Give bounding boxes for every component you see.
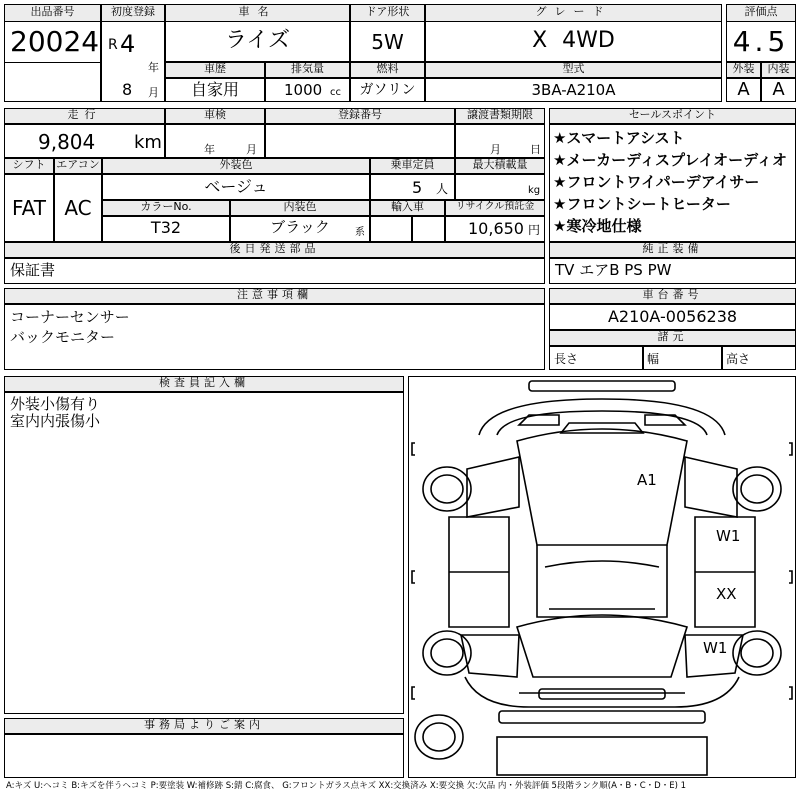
mileage: 9,804 xyxy=(38,130,96,154)
car-name: ライズ xyxy=(224,28,291,53)
genuine-equipment-header: 純正装備 xyxy=(549,242,796,258)
interior-header: 内装 xyxy=(761,62,796,78)
sales-point-4: ★フロントシートヒーター xyxy=(553,195,731,213)
era: R xyxy=(108,37,118,53)
sales-point-3: ★フロントワイパーデアイサー xyxy=(553,173,760,191)
spec-width-label: 幅 xyxy=(647,352,660,366)
damage-mark-a1: A1 xyxy=(637,471,657,489)
shift: FAT xyxy=(11,196,46,220)
interior-color: ブラック xyxy=(270,218,330,236)
import-cell-b xyxy=(412,216,445,242)
exterior-header: 外装 xyxy=(726,62,761,78)
note-line-2: バックモニター xyxy=(10,328,116,346)
year-unit: 年 xyxy=(148,61,159,74)
max-load-header: 最大積載量 xyxy=(455,158,545,174)
interior-color-unit: 系 xyxy=(355,227,365,238)
sales-point-2: ★メーカーディスプレイオーディオ xyxy=(553,151,787,169)
max-load-unit: kg xyxy=(528,185,541,196)
chassis-number: A210A-0056238 xyxy=(607,307,738,326)
color-number: T32 xyxy=(150,218,182,237)
office-notice-cell xyxy=(4,734,404,778)
sales-point-5: ★寒冷地仕様 xyxy=(553,217,642,235)
inspection-header: 車検 xyxy=(165,108,265,124)
inspection-year-unit: 年 xyxy=(204,143,215,156)
office-notice-header: 事務局よりご案内 xyxy=(4,718,404,734)
interior-grade: A xyxy=(772,79,785,100)
transfer-deadline-header: 譲渡書類期限 xyxy=(455,108,545,124)
specs-header: 諸元 xyxy=(549,330,796,346)
recycle-header: リサイクル預託金 xyxy=(445,200,545,216)
import-header: 輸入車 xyxy=(370,200,445,216)
exterior-color: ベージュ xyxy=(204,177,268,196)
displacement-header: 排気量 xyxy=(265,62,350,78)
notes-header: 注意事項欄 xyxy=(4,288,545,304)
score-header: 評価点 xyxy=(726,4,796,22)
seats-unit: 人 xyxy=(436,182,449,196)
history-header: 車歴 xyxy=(165,62,265,78)
registration-month: 8 xyxy=(122,80,133,99)
grade: X 4WD xyxy=(532,28,615,53)
spec-height-label: 高さ xyxy=(726,352,751,366)
registration-number-cell xyxy=(265,124,455,158)
door-header: ドア形状 xyxy=(350,4,425,22)
mileage-unit: km xyxy=(134,132,162,153)
registration-year: 4 xyxy=(120,30,136,58)
damage-mark-w1-rear: W1 xyxy=(703,639,728,657)
recycle-unit: 円 xyxy=(528,223,541,237)
seats-header: 乗車定員 xyxy=(370,158,455,174)
spec-length-label: 長さ xyxy=(554,352,579,366)
ac: AC xyxy=(64,196,92,220)
fuel: ガソリン xyxy=(359,82,416,98)
inspector-cell xyxy=(4,392,404,714)
car-diagram xyxy=(408,376,796,778)
ac-header: エアコン xyxy=(54,158,102,174)
sales-point-1: ★スマートアシスト xyxy=(553,129,685,147)
car-body-diagram xyxy=(409,377,795,777)
inspector-header: 検査員記入欄 xyxy=(4,376,404,392)
door-type: 5W xyxy=(371,30,404,54)
transfer-day-unit: 日 xyxy=(530,143,541,156)
registration-number-header: 登録番号 xyxy=(265,108,455,124)
displacement: 1000 xyxy=(284,81,323,99)
inspector-line-1: 外装小傷有り xyxy=(10,395,101,413)
color-number-header: カラーNo. xyxy=(102,200,230,216)
month-unit: 月 xyxy=(148,86,159,99)
import-cell-a xyxy=(370,216,412,242)
interior-color-header: 内装色 xyxy=(230,200,370,216)
recycle-fee: 10,650 xyxy=(468,219,524,238)
shift-header: シフト xyxy=(4,158,54,174)
lot-number-divider xyxy=(4,62,101,63)
genuine-equipment: TV エアB PS PW xyxy=(555,261,672,279)
displacement-unit: cc xyxy=(330,87,341,98)
fuel-header: 燃料 xyxy=(350,62,425,78)
mileage-header: 走行 xyxy=(4,108,165,124)
first-registration-header: 初度登録 xyxy=(101,4,165,22)
lot-number: 20024 xyxy=(10,25,100,58)
damage-mark-w1-front: W1 xyxy=(716,527,741,545)
model-header: 型式 xyxy=(425,62,722,78)
inspection-month-unit: 月 xyxy=(246,143,257,156)
transfer-month-unit: 月 xyxy=(490,143,501,156)
exterior-grade: A xyxy=(737,79,750,100)
exterior-color-header: 外装色 xyxy=(102,158,370,174)
later-parts-cell xyxy=(4,258,545,284)
score: 4.5 xyxy=(732,25,790,58)
car-name-header: 車名 xyxy=(165,4,350,22)
later-parts-header: 後日発送部品 xyxy=(4,242,545,258)
damage-mark-xx: XX xyxy=(716,585,737,603)
history: 自家用 xyxy=(190,80,239,99)
grade-header: グレード xyxy=(425,4,722,22)
inspector-line-2: 室内内張傷小 xyxy=(10,412,101,430)
later-parts: 保証書 xyxy=(10,261,56,279)
sales-points-header: セールスポイント xyxy=(549,108,796,124)
lot-number-header: 出品番号 xyxy=(4,4,101,22)
model: 3BA-A210A xyxy=(531,81,616,99)
legend: A:キズ U:ヘコミ B:キズを伴うヘコミ P:要塗装 W:補修跡 S:錆 C:腐食、 G:フロントガラス点キズ XX:交換済み X:要交換 欠:欠品 内・外装評価 5段階ランク順(A・B・C・D・E) 1 xyxy=(6,781,687,791)
note-line-1: コーナーセンサー xyxy=(10,308,130,326)
seats: 5 xyxy=(412,178,423,197)
chassis-header: 車台番号 xyxy=(549,288,796,304)
